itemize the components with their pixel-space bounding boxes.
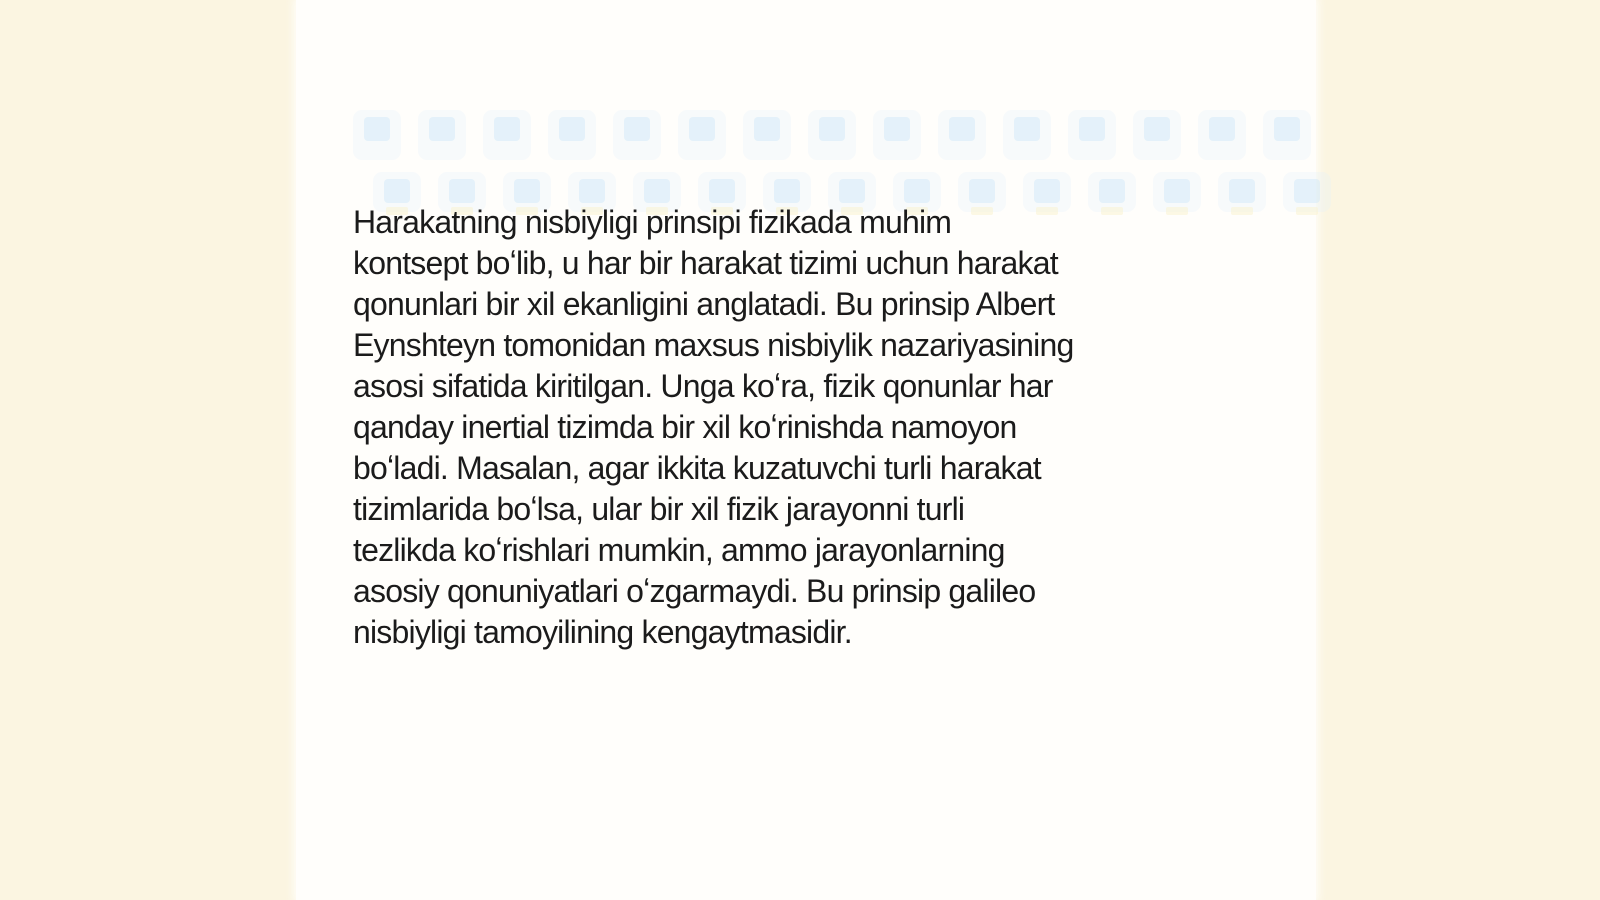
ghost-glyph-inner: [1099, 179, 1125, 203]
ghost-glyph-inner: [579, 179, 605, 203]
ghost-glyph-icon: [1263, 110, 1311, 160]
text-line: asosiy qonuniyatlari oʻzgarmaydi. Bu prinsip galileo: [353, 573, 1036, 609]
ghost-glyph-inner: [754, 117, 780, 141]
ghost-glyph-inner: [1274, 117, 1300, 141]
text-line: tezlikda koʻrishlari mumkin, ammo jarayonlarning: [353, 532, 1005, 568]
text-line: Harakatning nisbiyligi prinsipi fizikada muhim: [353, 204, 952, 240]
ghost-glyph-icon: [873, 110, 921, 160]
text-line: Eynshteyn tomonidan maxsus nisbiylik nazariyasining: [353, 327, 1074, 363]
ghost-glyph-inner: [494, 117, 520, 141]
ghost-glyph-icon: [1153, 172, 1201, 212]
ghost-glyph-inner: [514, 179, 540, 203]
ghost-glyph-icon: [1283, 172, 1331, 212]
ghost-glyph-inner: [429, 117, 455, 141]
text-line: qonunlari bir xil ekanligini anglatadi. Bu prinsip Albert: [353, 286, 1055, 322]
ghost-glyph-row-top: [353, 110, 1311, 160]
ghost-glyph-inner: [774, 179, 800, 203]
text-line: kontsept boʻlib, u har bir harakat tizimi uchun harakat: [353, 245, 1058, 281]
ghost-glyph-icon: [1068, 110, 1116, 160]
ghost-glyph-inner: [839, 179, 865, 203]
ghost-glyph-icon: [1218, 172, 1266, 212]
ghost-glyph-icon: [743, 110, 791, 160]
ghost-glyph-inner: [644, 179, 670, 203]
text-line: tizimlarida boʻlsa, ular bir xil fizik jarayonni turli: [353, 491, 965, 527]
ghost-glyph-icon: [613, 110, 661, 160]
ghost-glyph-icon: [418, 110, 466, 160]
ghost-glyph-inner: [709, 179, 735, 203]
ghost-glyph-inner: [1209, 117, 1235, 141]
ghost-glyph-inner: [449, 179, 475, 203]
ghost-glyph-inner: [819, 117, 845, 141]
ghost-glyph-icon: [1088, 172, 1136, 212]
ghost-glyph-inner: [1164, 179, 1190, 203]
ghost-glyph-icon: [938, 110, 986, 160]
ghost-glyph-icon: [353, 110, 401, 160]
ghost-glyph-inner: [904, 179, 930, 203]
ghost-glyph-inner: [384, 179, 410, 203]
ghost-glyph-icon: [678, 110, 726, 160]
ghost-glyph-inner: [1034, 179, 1060, 203]
ghost-glyph-inner: [1079, 117, 1105, 141]
ghost-glyph-icon: [1198, 110, 1246, 160]
ghost-glyph-inner: [1229, 179, 1255, 203]
ghost-glyph-inner: [884, 117, 910, 141]
ghost-glyph-inner: [1144, 117, 1170, 141]
ghost-glyph-inner: [364, 117, 390, 141]
ghost-glyph-inner: [559, 117, 585, 141]
paragraph-text: [353, 202, 1073, 653]
ghost-glyph-inner: [969, 179, 995, 203]
text-line: asosi sifatida kiritilgan. Unga koʻra, fizik qonunlar har: [353, 368, 1053, 404]
ghost-glyph-icon: [548, 110, 596, 160]
ghost-glyph-icon: [1133, 110, 1181, 160]
ghost-glyph-inner: [949, 117, 975, 141]
ghost-glyph-inner: [624, 117, 650, 141]
document-page: [296, 0, 1316, 900]
ghost-glyph-icon: [483, 110, 531, 160]
ghost-glyph-inner: [689, 117, 715, 141]
ghost-glyph-icon: [808, 110, 856, 160]
text-line: boʻladi. Masalan, agar ikkita kuzatuvchi turli harakat: [353, 450, 1041, 486]
ghost-glyph-inner: [1014, 117, 1040, 141]
ghost-glyph-icon: [1003, 110, 1051, 160]
text-line: nisbiyligi tamoyilining kengaytmasidir.: [353, 614, 852, 650]
text-line: qanday inertial tizimda bir xil koʻrinishda namoyon: [353, 409, 1017, 445]
ghost-glyph-inner: [1294, 179, 1320, 203]
